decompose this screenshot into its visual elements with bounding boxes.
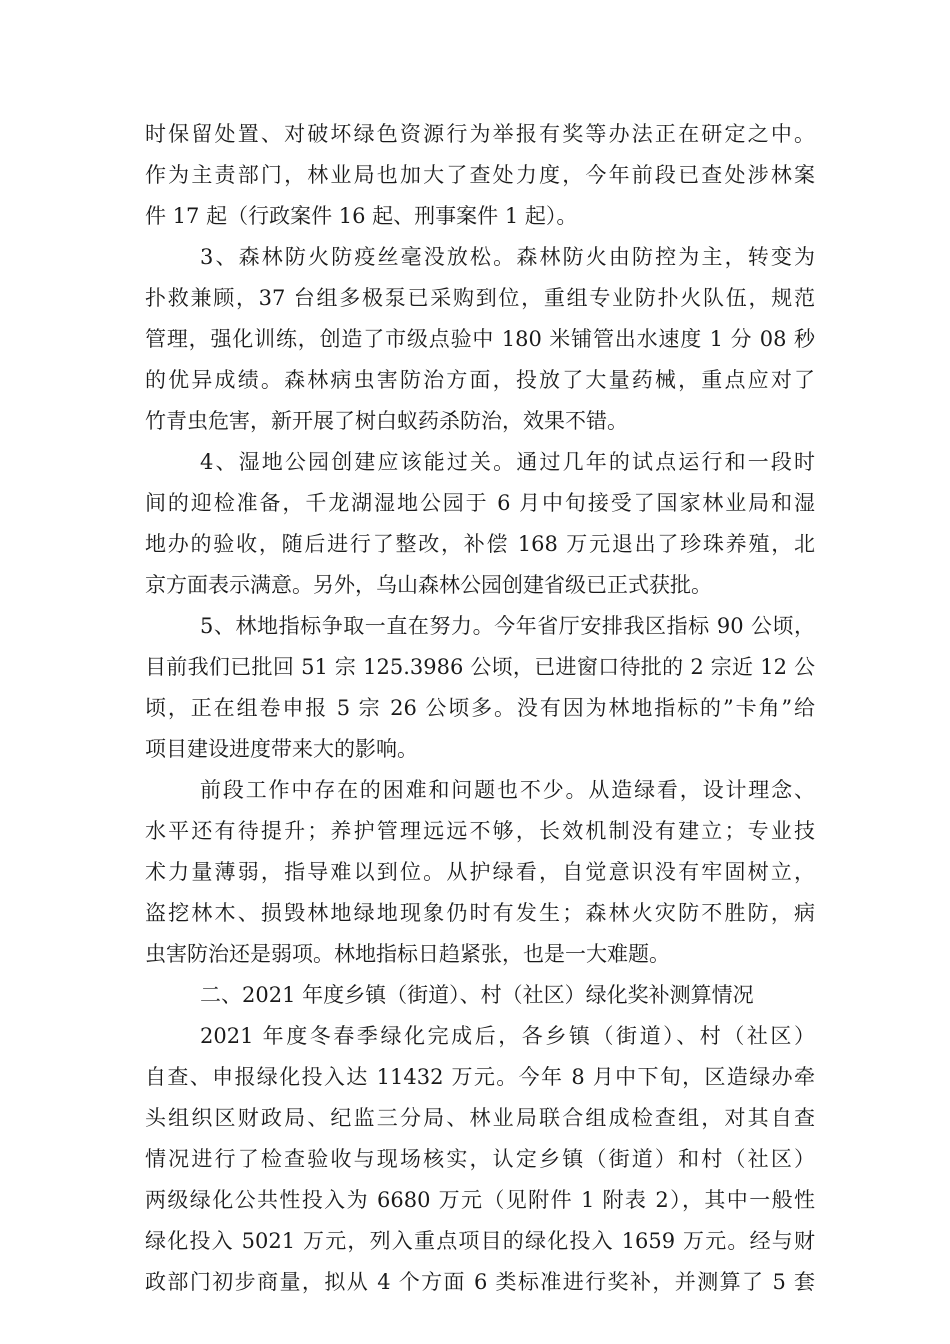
text-line: 两级绿化公共性投入为 6680 万元（见附件 1 附表 2），其中一般性 [145,1188,815,1212]
text-line: 情况进行了检查验收与现场核实，认定乡镇（街道）和村（社区） [145,1147,815,1171]
text-line: 的优异成绩。森林病虫害防治方面，投放了大量药械，重点应对了 [145,368,815,392]
text-line: 作为主责部门，林业局也加大了查处力度，今年前段已查处涉林案 [145,163,815,187]
paragraph-first-line: 前段工作中存在的困难和问题也不少。从造绿看，设计理念、 [200,778,815,802]
text-line: 术力量薄弱，指导难以到位。从护绿看，自觉意识没有牢固树立， [145,860,815,884]
text-line: 自查、申报绿化投入达 11432 万元。今年 8 月中下旬，区造绿办牵 [145,1065,815,1089]
text-line: 盗挖林木、损毁林地绿地现象仍时有发生；森林火灾防不胜防，病 [145,901,815,925]
text-line: 政部门初步商量，拟从 4 个方面 6 类标准进行奖补，并测算了 5 套 [145,1270,815,1294]
text-line: 间的迎检准备，千龙湖湿地公园于 6 月中旬接受了国家林业局和湿 [145,491,815,515]
section-heading: 二、2021 年度乡镇（街道）、村（社区）绿化奖补测算情况 [200,983,754,1007]
text-line: 时保留处置、对破坏绿色资源行为举报有奖等办法正在研定之中。 [145,122,815,146]
text-line: 目前我们已批回 51 宗 125.3986 公顷，已进窗口待批的 2 宗近 12 公 [145,655,815,679]
text-line: 虫害防治还是弱项。林地指标日趋紧张，也是一大难题。 [145,942,670,966]
text-line: 项目建设进度带来大的影响。 [145,737,418,761]
text-line: 绿化投入 5021 万元，列入重点项目的绿化投入 1659 万元。经与财 [145,1229,815,1253]
text-line: 顷，正在组卷申报 5 宗 26 公顷多。没有因为林地指标的”卡角”给 [145,696,815,720]
text-line: 水平还有待提升；养护管理远远不够，长效机制没有建立；专业技 [145,819,815,843]
paragraph-first-line: 3、森林防火防疫丝毫没放松。森林防火由防控为主，转变为 [200,245,815,269]
text-line: 头组织区财政局、纪监三分局、林业局联合组成检查组，对其自查 [145,1106,815,1130]
text-line: 件 17 起（行政案件 16 起、刑事案件 1 起）。 [145,204,578,228]
paragraph-first-line: 4、湿地公园创建应该能过关。通过几年的试点运行和一段时 [200,450,815,474]
paragraph-first-line: 2021 年度冬春季绿化完成后，各乡镇（街道）、村（社区） [200,1024,815,1048]
text-line: 扑救兼顾，37 台组多极泵已采购到位，重组专业防扑火队伍，规范 [145,286,815,310]
text-line: 京方面表示满意。另外，乌山森林公园创建省级已正式获批。 [145,573,712,597]
paragraph-first-line: 5、林地指标争取一直在努力。今年省厅安排我区指标 90 公顷， [200,614,815,638]
text-line: 地办的验收，随后进行了整改，补偿 168 万元退出了珍珠养殖，北 [145,532,815,556]
text-line: 管理，强化训练，创造了市级点验中 180 米铺管出水速度 1 分 08 秒 [145,327,815,351]
text-line: 竹青虫危害，新开展了树白蚁药杀防治，效果不错。 [145,409,628,433]
